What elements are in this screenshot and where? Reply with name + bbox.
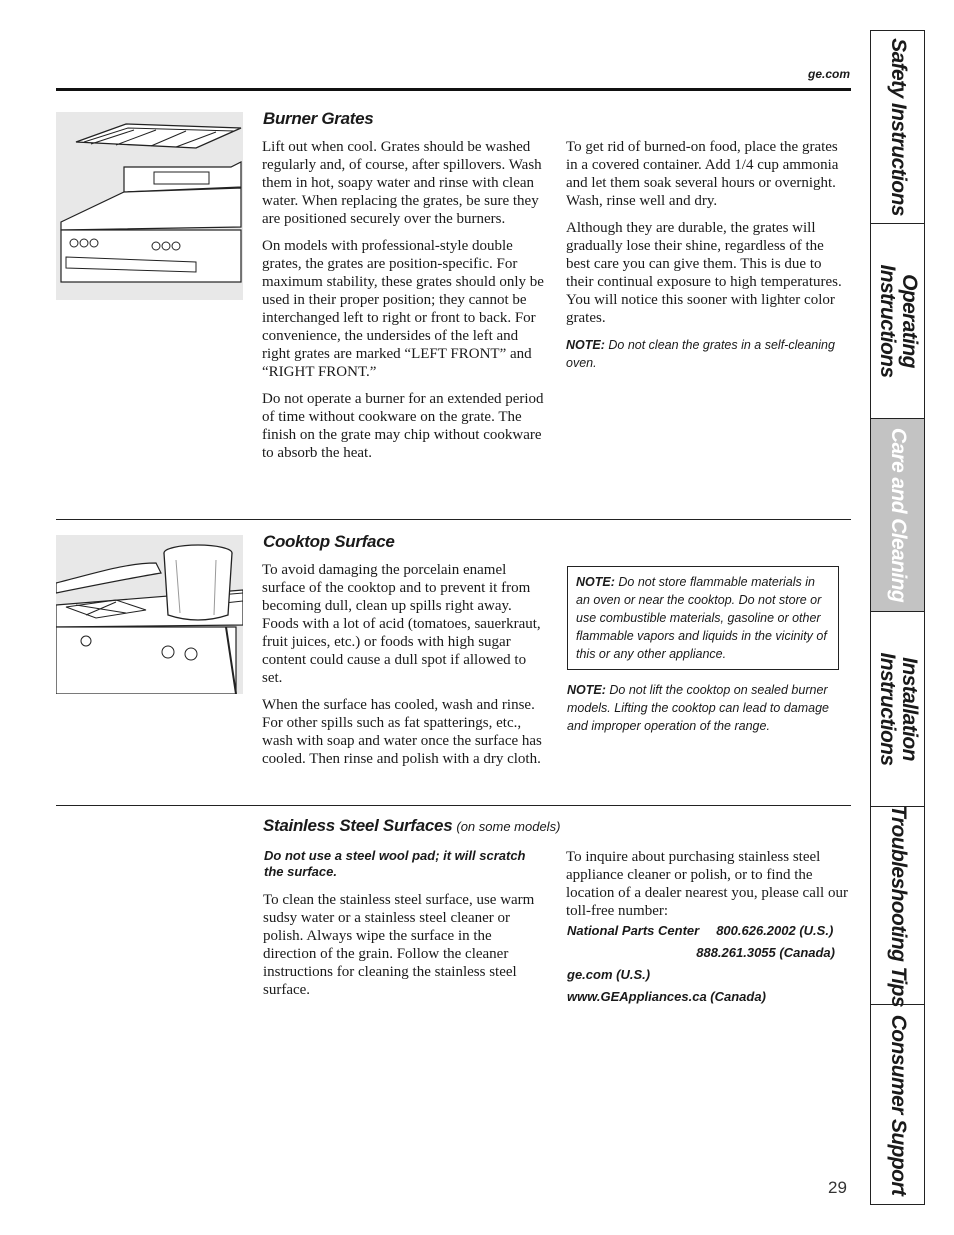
note-label: NOTE: bbox=[566, 338, 605, 352]
stainless-right-text: To inquire about purchasing stainless steel appliance cleaner or polish, or to find the location of a dealer nearest you, please call our toll-free number: bbox=[566, 849, 848, 919]
contact-info bbox=[567, 920, 847, 1008]
stainless-left-text: To clean the stainless steel surface, use warm sudsy water or a stainless steel cleaner or polish. Always wipe the surface in the direction of the grain. Follow the cleaner instructions for cleaning the stainless steel surface. bbox=[263, 892, 535, 998]
paragraph: To avoid damaging the porcelain enamel surface of the cooktop and to prevent it from becoming dull, clean up spills right away. Foods with a lot of acid (tomatoes, sauerkraut, fruit juices, etc.) or foods with high sugar content could cause a dull spot if allowed to set. bbox=[262, 562, 541, 686]
burner-grates-illustration bbox=[56, 112, 243, 300]
tab-label: Safety Instructions bbox=[886, 38, 910, 216]
range-drawing bbox=[56, 112, 243, 300]
note-text: Do not store flammable materials in an oven or near the cooktop. Do not store or use combustible materials, gasoline or other flammable vapors and liquids in the vicinity of this or any other appliance. bbox=[576, 575, 827, 661]
cooktop-pot-drawing bbox=[56, 535, 243, 694]
cooktop-lift-note bbox=[567, 681, 837, 735]
tab-consumer-support[interactable] bbox=[871, 1005, 924, 1204]
tab-label: Installation Instructions bbox=[875, 652, 921, 766]
stainless-heading bbox=[263, 816, 560, 836]
burner-grates-right-column bbox=[566, 138, 848, 372]
site-url: ge.com bbox=[807, 67, 850, 81]
note-text: Do not lift the cooktop on sealed burner models. Lifting the cooktop can lead to damage and improper operation of the range. bbox=[567, 683, 829, 733]
phone-canada: 888.261.3055 (Canada) bbox=[696, 945, 835, 960]
burner-grates-left-column bbox=[262, 138, 547, 471]
tab-operating-instructions[interactable] bbox=[871, 224, 924, 419]
tab-care-and-cleaning[interactable] bbox=[871, 419, 924, 612]
paragraph: On models with professional-style double grates, the grates are position-specific. For maximum stability, these grates should only be used in their proper position; they cannot be interchanged left to right or front to back. For convenience, the undersides of the left and right grates are marked “LEFT FRONT” and “RIGHT FRONT.” bbox=[262, 238, 544, 380]
tab-label: Care and Cleaning bbox=[886, 427, 910, 603]
section-tabs bbox=[870, 30, 925, 1205]
stainless-title: Stainless Steel Surfaces bbox=[263, 816, 453, 835]
tab-label: Consumer Support bbox=[886, 1014, 910, 1195]
paragraph: Lift out when cool. Grates should be washed regularly and, of course, after spillovers. Wash them in hot, soapy water and rinse with clean water. When replacing the grates, be sure they are positioned securely over the burners. bbox=[262, 139, 542, 227]
web-us: ge.com (U.S.) bbox=[567, 967, 651, 982]
parts-label: National Parts Center bbox=[567, 923, 700, 938]
burner-grates-title: Burner Grates bbox=[263, 109, 374, 128]
steel-wool-warning: Do not use a steel wool pad; it will scratch the surface. bbox=[264, 848, 526, 879]
tab-safety-instructions[interactable] bbox=[871, 31, 924, 224]
cooktop-surface-title: Cooktop Surface bbox=[263, 532, 395, 551]
grates-note bbox=[566, 336, 848, 372]
paragraph: To get rid of burned-on food, place the grates in a covered container. Add 1/4 cup ammonia and let them soak several hours or overnight. Wash, rinse well and dry. bbox=[566, 139, 839, 209]
paragraph: Although they are durable, the grates will gradually lose their shine, regardless of the best care you can give them. This is due to their continual exposure to high temperatures. You will notice this sooner with lighter color grates. bbox=[566, 220, 842, 326]
paragraph: Do not operate a burner for an extended period of time without cookware on the grate. The finish on the grate may chip without cookware to absorb the heat. bbox=[262, 391, 544, 461]
tab-label: Troubleshooting Tips bbox=[886, 804, 910, 1007]
page-number: 29 bbox=[828, 1178, 847, 1197]
note-label: NOTE: bbox=[576, 575, 615, 589]
parts-line bbox=[567, 920, 847, 942]
stainless-subtitle: (on some models) bbox=[456, 819, 561, 834]
note-text: Do not clean the grates in a self-cleaning oven. bbox=[566, 338, 835, 370]
cooktop-left-column bbox=[262, 561, 547, 777]
flammable-warning-box bbox=[567, 566, 839, 670]
tab-installation-instructions[interactable] bbox=[871, 612, 924, 807]
header-rule bbox=[56, 88, 851, 91]
note-label: NOTE: bbox=[567, 683, 606, 697]
tab-troubleshooting-tips[interactable] bbox=[871, 804, 924, 1007]
section-rule bbox=[56, 805, 851, 806]
paragraph: When the surface has cooled, wash and rinse. For other spills such as fat spatterings, etc., wash with soap and water once the surface has cooled. Then rinse and polish with a dry cloth. bbox=[262, 697, 542, 767]
web-canada: www.GEAppliances.ca (Canada) bbox=[567, 989, 766, 1004]
cooktop-illustration bbox=[56, 535, 243, 694]
section-rule bbox=[56, 519, 851, 520]
tab-label: Operating Instructions bbox=[875, 264, 921, 378]
phone-us: 800.626.2002 (U.S.) bbox=[716, 923, 834, 938]
